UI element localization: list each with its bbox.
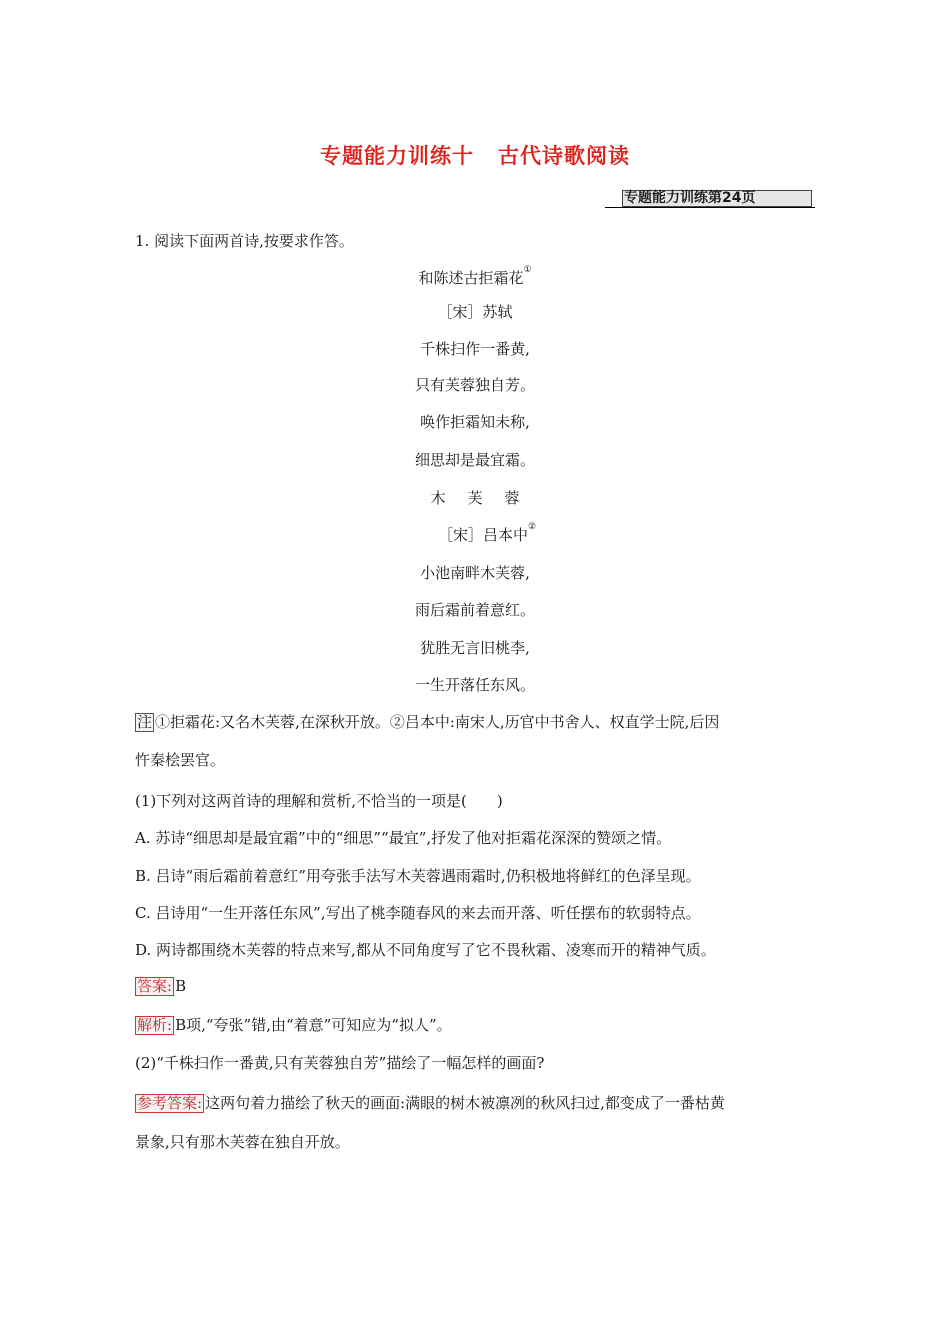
- reference-answer-tag: 参考答案:: [137, 1094, 203, 1112]
- poem1-line: 细思却是最宜霜。: [414, 451, 535, 469]
- poem1-title: 和陈述古拒霜花①: [418, 265, 532, 287]
- notes-line-2: 忤秦桧罢官。: [135, 751, 226, 769]
- q2-stem: (2)“千株扫作一番黄,只有芙蓉独自芳”描绘了一幅怎样的画面?: [135, 1054, 545, 1072]
- poem2-author: ［宋］吕本中②: [437, 522, 537, 544]
- page-ref-rule: [605, 207, 815, 208]
- question-1-intro: 1. 阅读下面两首诗,按要求作答。: [135, 232, 354, 250]
- poem2-line: 小池南畔木芙蓉,: [420, 564, 530, 582]
- notes-line-1: 注 ①拒霜花:又名木芙蓉,在深秋开放。②吕本中:南宋人,历官中书舍人、权直学士院,后因: [137, 713, 720, 731]
- poem1-line: 千株扫作一番黄,: [420, 340, 530, 358]
- q1-answer: 答案: B: [137, 977, 187, 995]
- poem1-line: 只有芙蓉独自芳。: [414, 376, 535, 394]
- q1-stem: (1)下列对这两首诗的理解和赏析,不恰当的一项是( ): [135, 792, 503, 810]
- footnote-mark-1: ①: [523, 265, 532, 275]
- poem1-author: ［宋］苏轼: [437, 303, 513, 321]
- q1-option-c: C. 吕诗用“一生开落任东风”,写出了桃李随春风的来去而开落、听任摆布的软弱特点。: [135, 904, 701, 922]
- poem2-line: 一生开落任东风。: [414, 676, 535, 694]
- footnote-mark-2: ②: [527, 522, 537, 532]
- poem1-line: 唤作拒霜知未称,: [420, 413, 530, 431]
- q1-option-a: A. 苏诗“细思却是最宜霜”中的“细思”“最宜”,抒发了他对拒霜花深深的赞颂之情。: [135, 829, 672, 847]
- answer-tag: 答案:: [137, 977, 173, 995]
- q1-option-d: D. 两诗都围绕木芙蓉的特点来写,都从不同角度写了它不畏秋霜、凌寒而开的精神气质。: [135, 941, 716, 959]
- page-title: 专题能力训练十 古代诗歌阅读: [320, 144, 630, 168]
- q1-analysis: 解析: B项,“夸张”错,由“着意”可知应为“拟人”。: [137, 1016, 452, 1034]
- poem2-line: 雨后霜前着意红。: [414, 601, 535, 619]
- q2-reference-answer-cont: 景象,只有那木芙蓉在独自开放。: [135, 1133, 350, 1151]
- poem2-line: 犹胜无言旧桃李,: [420, 639, 530, 657]
- q1-option-b: B. 吕诗“雨后霜前着意红”用夸张手法写木芙蓉遇雨霜时,仍积极地将鲜红的色泽呈现。: [135, 867, 701, 885]
- poem2-title: 木芙蓉: [430, 489, 542, 507]
- analysis-tag: 解析:: [137, 1016, 173, 1034]
- q2-reference-answer: 参考答案: 这两句着力描绘了秋天的画面:满眼的树木被凛冽的秋风扫过,都变成了一番枯黄: [137, 1094, 725, 1112]
- page-ref-box: 专题能力训练第24页: [622, 190, 812, 207]
- notes-tag: 注: [137, 713, 153, 731]
